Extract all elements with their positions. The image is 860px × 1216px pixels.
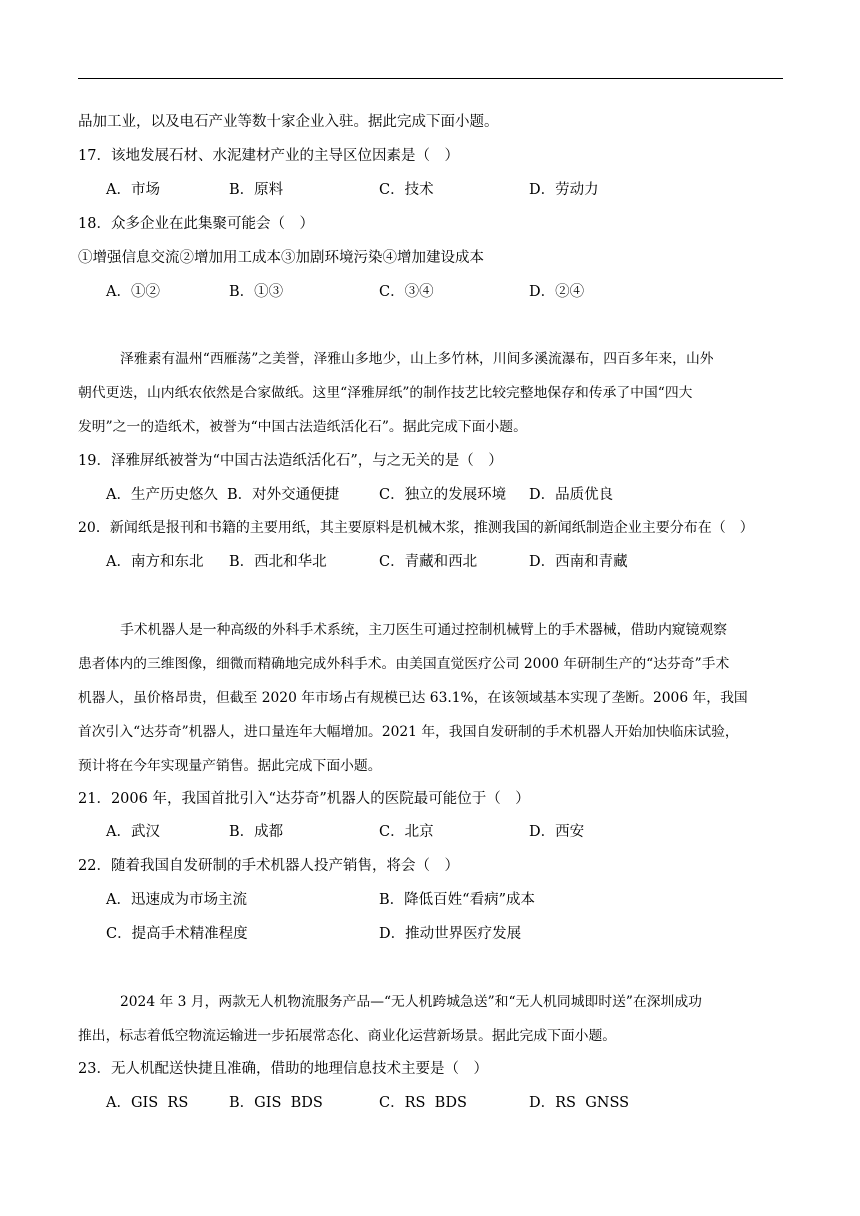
q22-option-c: C．提高手术精准程度 [106,926,248,942]
question-19-stem: 19．泽雅屏纸被誉为“中国古法造纸活化石”，与之无关的是（ ） [78,453,503,469]
passage-2-line-2: 朝代更迭，山内纸农依然是合家做纸。这里“泽雅屏纸”的制作技艺比较完整地保存和传承了中国“四大 [78,385,693,401]
q17-option-b: B．原料 [229,182,284,198]
q22-option-a: A．迅速成为市场主流 [106,892,247,908]
q17-option-d: D．劳动力 [529,182,599,198]
q23-option-d: D．RS GNSS [529,1095,630,1111]
question-20-stem: 20．新闻纸是报刊和书籍的主要用纸，其主要原料是机械木浆，推测我国的新闻纸制造企业主要分布在（ ） [78,520,754,536]
q23-option-c: C．RS BDS [379,1095,467,1111]
q18-option-b: B．①③ [229,284,284,300]
question-18-items: ①增强信息交流②增加用工成本③加剧环境污染④增加建设成本 [78,250,484,266]
question-17-stem: 17．该地发展石材、水泥建材产业的主导区位因素是（ ） [78,148,459,164]
question-18-stem: 18．众多企业在此集聚可能会（ ） [78,216,314,232]
passage-2-line-1: 泽雅素有温州“西雁荡”之美誉，泽雅山多地少，山上多竹林，川间多溪流瀑布，四百多年来，山外 [120,351,714,367]
q19-option-b: B．对外交通便捷 [227,487,340,503]
q20-option-c: C．青藏和西北 [379,554,478,570]
q17-option-c: C．技术 [379,182,434,198]
question-21-stem: 21．2006 年，我国首批引入“达芬奇”机器人的医院最可能位于（ ） [78,791,530,807]
q19-option-a: A．生产历史悠久 [106,487,218,503]
q19-option-d: D．品质优良 [529,487,614,503]
question-23-stem: 23．无人机配送快捷且准确，借助的地理信息技术主要是（ ） [78,1061,488,1077]
q18-option-a: A．①② [106,284,160,300]
passage-3-line-5: 预计将在今年实现量产销售。据此完成下面小题。 [78,758,382,774]
passage-3-line-2: 患者体内的三维图像，细微而精确地完成外科手术。由美国直觉医疗公司 2000 年研制生产的“达芬奇”手术 [78,656,730,672]
q23-option-a: A．GIS RS [106,1095,189,1111]
q18-option-d: D．②④ [529,284,585,300]
question-22-stem: 22．随着我国自发研制的手术机器人投产销售，将会（ ） [78,858,459,874]
q21-option-d: D．西安 [529,824,585,840]
q17-option-a: A．市场 [106,182,160,198]
q20-option-a: A．南方和东北 [106,554,204,570]
passage-tail: 品加工业，以及电石产业等数十家企业入驻。据此完成下面小题。 [78,114,499,130]
q22-option-d: D．推动世界医疗发展 [379,926,522,942]
q21-option-c: C．北京 [379,824,434,840]
q22-option-b: B．降低百姓“看病”成本 [379,892,535,908]
passage-2-line-3: 发明”之一的造纸术，被誉为“中国古法造纸活化石”。据此完成下面小题。 [78,419,527,435]
passage-3-line-1: 手术机器人是一种高级的外科手术系统，主刀医生可通过控制机械臂上的手术器械，借助内窥镜观察 [120,622,728,638]
q21-option-b: B．成都 [229,824,284,840]
header-rule [78,78,783,79]
q21-option-a: A．武汉 [106,824,160,840]
q20-option-d: D．西南和青藏 [529,554,628,570]
q19-option-c: C．独立的发展环境 [379,487,507,503]
q20-option-b: B．西北和华北 [229,554,327,570]
passage-3-line-3: 机器人，虽价格昂贵，但截至 2020 年市场占有规模已达 63.1%，在该领域基本实现了垄断。2006 年，我国 [78,690,748,706]
passage-4-line-2: 推出，标志着低空物流运输进一步拓展常态化、商业化运营新场景。据此完成下面小题。 [78,1028,617,1044]
q23-option-b: B．GIS BDS [229,1095,323,1111]
passage-3-line-4: 首次引入“达芬奇”机器人，进口量连年大幅增加。2021 年，我国自发研制的手术机器人开始加快临床试验， [78,724,739,740]
q18-option-c: C．③④ [379,284,434,300]
passage-4-line-1: 2024 年 3 月，两款无人机物流服务产品—“无人机跨城急送”和“无人机同城即时送”在深圳成功 [120,994,702,1010]
